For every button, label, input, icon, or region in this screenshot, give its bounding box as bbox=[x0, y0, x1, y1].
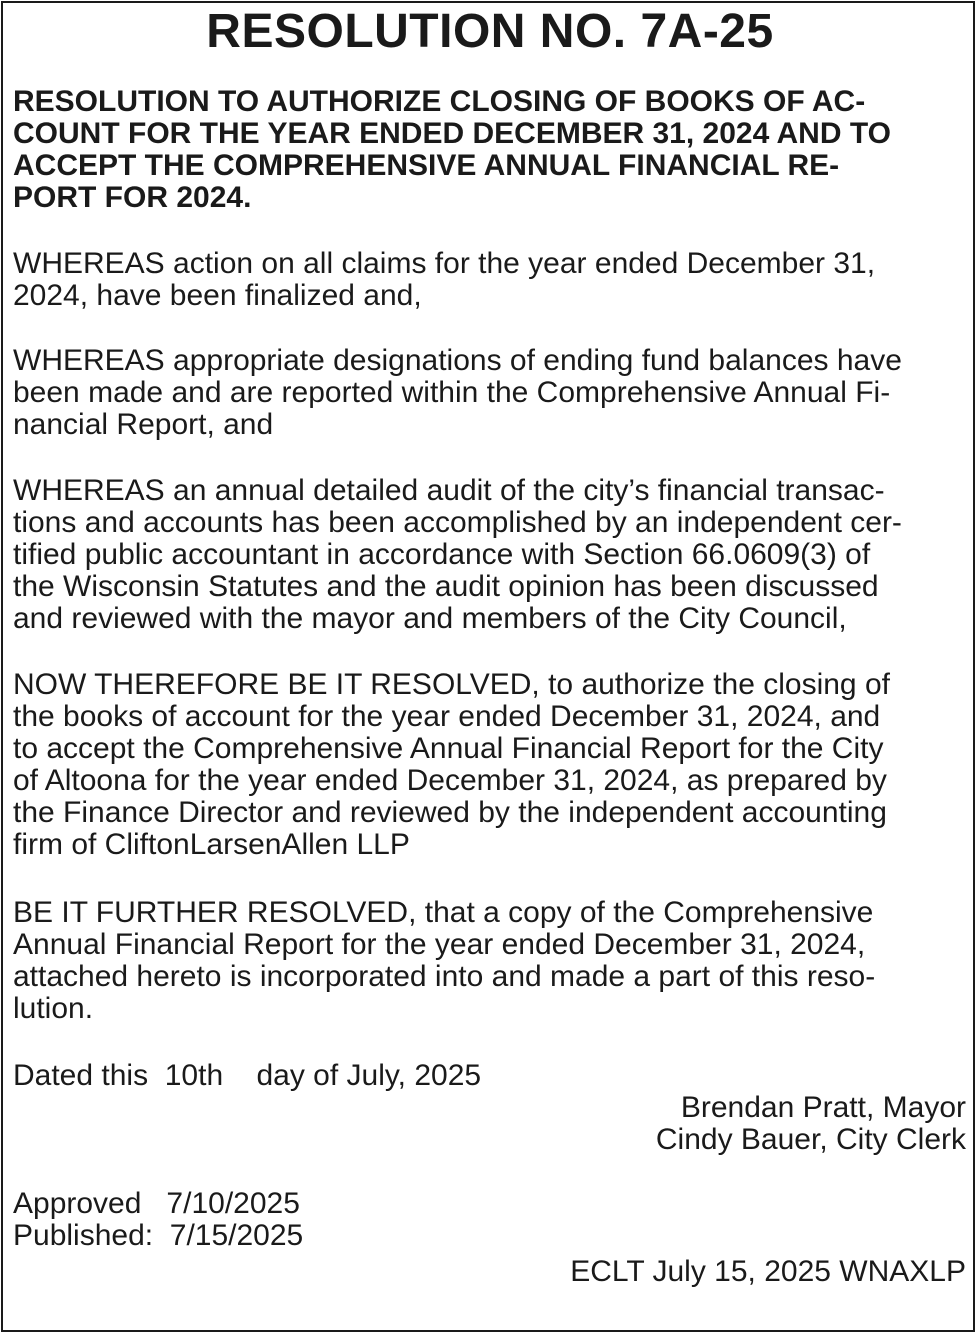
whereas-claims-paragraph: WHEREAS action on all claims for the year ended December 31, 2024, have been finalized and, bbox=[13, 247, 876, 312]
resolution-heading-text: RESOLUTION TO AUTHORIZE CLOSING OF BOOKS OF AC- COUNT FOR THE YEAR ENDED DECEMBER 31, 2024 AND TO ACCEPT THE COMPREHENSIVE ANNUAL FINANCIAL RE- PORT FOR 2024. bbox=[13, 85, 891, 214]
published-date: Published: 7/15/2025 bbox=[13, 1219, 304, 1252]
resolution-title: RESOLUTION NO. 7A-25 bbox=[206, 5, 774, 58]
further-resolved-paragraph: BE IT FURTHER RESOLVED, that a copy of the Comprehensive Annual Financial Report for the year ended December 31, 2024, attached hereto is incorporated into and made a part of this reso- lution. bbox=[13, 896, 876, 1025]
resolved-paragraph: NOW THEREFORE BE IT RESOLVED, to authorize the closing of the books of account for the year ended December 31, 2024, and to accept the Comprehensive Annual Financial Report for the City of Altoona for the year ended December 31, 2024, as prepared by the Finance Director and reviewed by the independent accounting firm of CliftonLarsenAllen LLP bbox=[13, 668, 890, 861]
whereas-fund-balances-paragraph: WHEREAS appropriate designations of ending fund balances have been made and are reported within the Comprehensive Annual Fi- nancial Report, and bbox=[13, 344, 902, 441]
publication-line: ECLT July 15, 2025 WNAXLP bbox=[570, 1255, 966, 1288]
whereas-audit-paragraph: WHEREAS an annual detailed audit of the city’s financial transac- tions and accounts has been accomplished by an independent cer- tified public accountant in accordance with Section 66.0609(3) of the Wisconsin Statutes and the audit opinion has been discussed and reviewed with the mayor and members of the City Council, bbox=[13, 474, 902, 635]
approved-date: Approved 7/10/2025 bbox=[13, 1187, 300, 1220]
resolution-heading bbox=[13, 86, 965, 214]
clerk-signature: Cindy Bauer, City Clerk bbox=[655, 1123, 966, 1156]
dated-line: Dated this 10th day of July, 2025 bbox=[13, 1059, 482, 1092]
mayor-signature: Brendan Pratt, Mayor bbox=[680, 1091, 966, 1124]
